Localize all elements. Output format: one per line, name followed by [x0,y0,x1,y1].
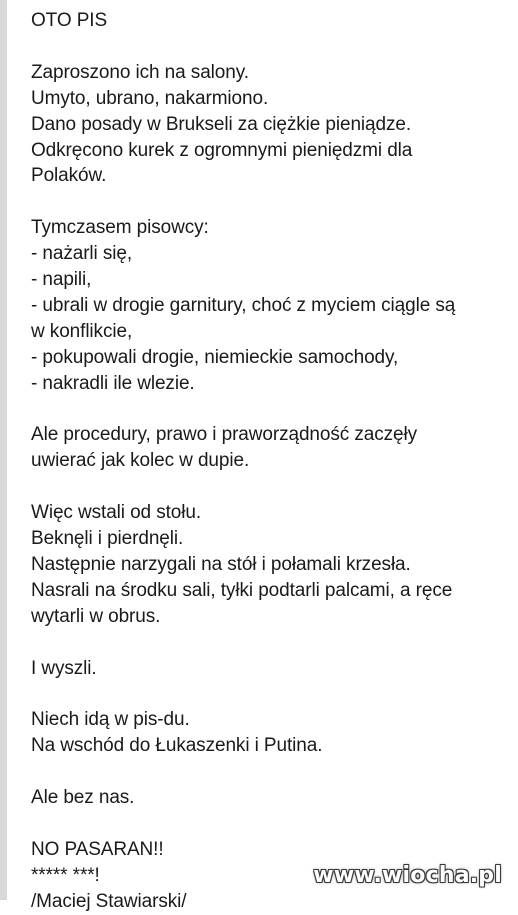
line: - nakradli ile wlezie. [31,372,195,394]
line: wytarli w obrus. [31,605,161,627]
line: - ubrali w drogie garnitury, choć z myciem ciągle są [31,294,456,316]
line: Beknęli i pierdnęli. [31,528,184,550]
paragraph-gap [31,811,511,837]
paragraph-gap [31,34,511,60]
paragraph-gap [31,189,511,215]
line: Ale bez nas. [31,787,135,809]
paragraph-gap [31,474,511,500]
line: NO PASARAN!! [31,838,164,860]
line: I wyszli. [31,657,97,679]
line: uwierać jak kolec w dupie. [31,450,250,472]
paragraph-gap [31,759,511,785]
line: Umyto, ubrano, nakarmiono. [31,87,269,109]
line: - nażarli się, [31,243,133,265]
line: Więc wstali od stołu. [31,502,202,524]
line: - napili, [31,269,92,291]
line: Nasrali na środku sali, tyłki podtarli palcami, a ręce [31,579,453,601]
line: Następnie narzygali na stół i połamali krzesła. [31,553,411,575]
author-signature: /Maciej Stawiarski/ [31,890,187,912]
line: Tymczasem pisowcy: [31,217,209,239]
left-margin-bar [0,0,7,900]
post-text [31,8,511,915]
line: Na wschód do Łukaszenki i Putina. [31,735,323,757]
line: Ale procedury, prawo i praworządność zaczęły [31,424,417,446]
line: Dano posady w Brukseli za ciężkie pieniądze. [31,113,412,135]
paragraph-gap [31,630,511,656]
post-title: OTO PIS [31,10,108,31]
paragraph-gap [31,397,511,423]
line: Niech idą w pis-du. [31,709,190,731]
line: Odkręcono kurek z ogromnymi pieniędzmi dla [31,139,413,161]
line: Zaproszono ich na salony. [31,61,249,83]
line: w konflikcie, [31,320,133,342]
paragraph-gap [31,681,511,707]
line: - pokupowali drogie, niemieckie samochody, [31,346,399,368]
line: Polaków. [31,165,107,187]
line: ***** ***! [31,864,100,886]
site-watermark: www.wiocha.pl [313,863,502,888]
